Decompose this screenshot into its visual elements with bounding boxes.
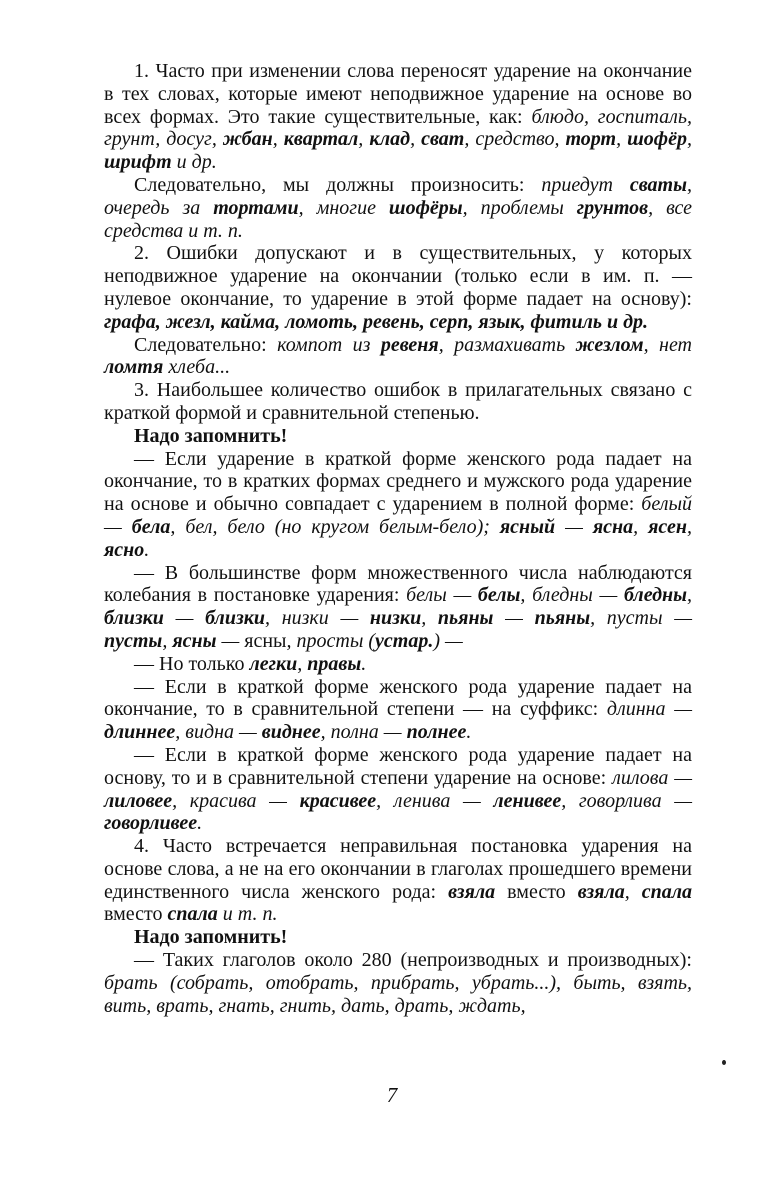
paragraph-4: Следовательно: компот из ревеня, размахивать жезлом, нет ломтя хлеба... [104, 333, 692, 379]
paragraph-9: — Если в краткой форме женского рода ударение падает на окончание, то в сравнительной степени — на суффикс: длинна — длиннее, видна — виднее, полна — полнее. [104, 675, 692, 744]
paragraph-1: 1. Часто при изменении слова переносят ударение на окончание в тех словах, которые имеют неподвижное ударение на основе во всех формах. Это такие существительные, как: блюдо, госпиталь, грунт, досуг, жбан, квартал, клад, сват, средство, торт, шофёр, шрифт и др. [104, 60, 692, 174]
heading-remember-1: Надо запомнить! [134, 424, 288, 447]
paragraph-12: — Таких глаголов около 280 (непроизводных и производных): брать (собрать, отобрать, прибрать, убрать...), быть, взять, вить, врать, гнать, гнить, дать, драть, ждать, [104, 949, 692, 1017]
ink-speck [722, 1060, 726, 1065]
heading-remember-2: Надо запомнить! [134, 926, 288, 949]
page-body [104, 60, 692, 1017]
paragraph-10: — Если в краткой форме женского рода ударение падает на основу, то и в сравнительной степени ударение на основе: лилова — лиловее, красива — красивее, ленива — ленивее, говорлива — говорливее. [104, 743, 693, 835]
paragraph-7: — В большинстве форм множественного числа наблюдаются колебания в постановке ударения: белы — белы, бледны — бледны, близки — близки, низки — низки, пьяны — пьяны, пусты — пусты, ясны — ясны, просты (устар.) — [104, 561, 692, 652]
paragraph-11: 4. Часто встречается неправильная постановка ударения на основе слова, а не на его окончании в глаголах прошедшего времени единственного числа женского рода: взяла вместо взяла, спала вместо спала и т. п. [104, 835, 693, 926]
paragraph-5: 3. Наибольшее количество ошибок в прилагательных связано с краткой формой и сравнительной степенью. [104, 379, 692, 424]
paragraph-8: — Но только легки, правы. [134, 652, 367, 675]
page-number: 7 [386, 1083, 398, 1107]
paragraph-2: Следовательно, мы должны произносить: приедут сваты, очередь за тортами, многие шофёры, проблемы грунтов, все средства и т. п. [104, 173, 692, 242]
paragraph-3: 2. Ошибки допускают и в существительных, у которых неподвижное ударение на окончании (только если в им. п. — нулевое окончание, то ударение в этой форме падает на основу): графа, жезл, кайма, ломоть, ревень, серп, язык, фитиль и др. [104, 242, 692, 333]
paragraph-6: — Если ударение в краткой форме женского рода падает на окончание, то в кратких формах среднего и мужского рода ударение на основе и обычно совпадает с ударением в полной форме: белый — бела, бел, бело (но кругом белым-бело); ясный — ясна, ясен, ясно. [104, 447, 692, 561]
